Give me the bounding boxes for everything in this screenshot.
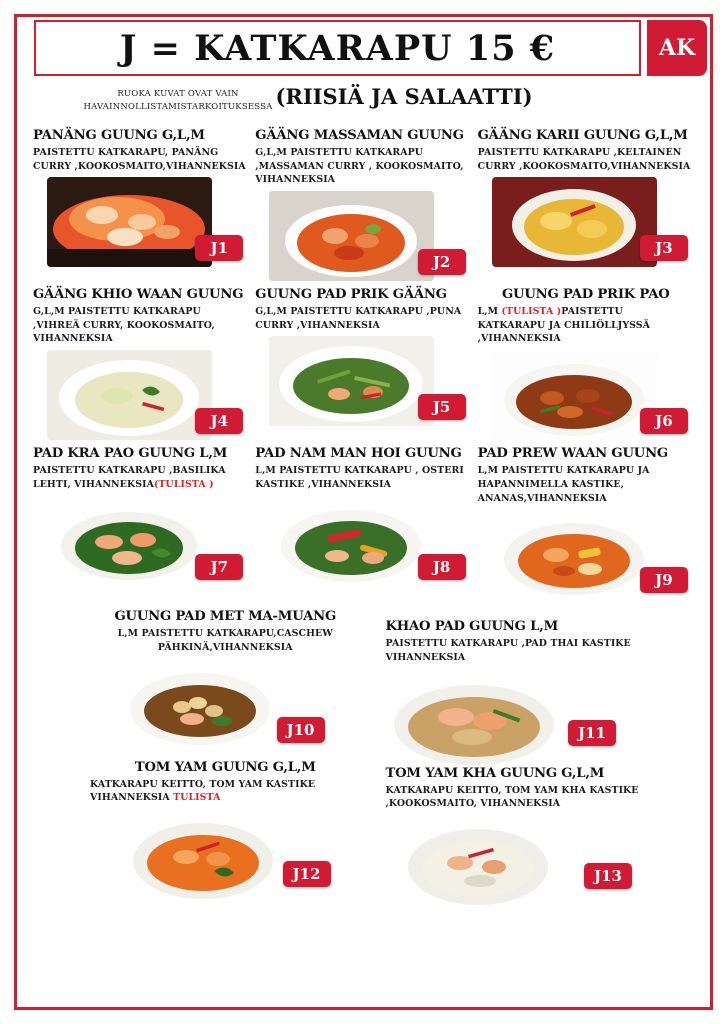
dish-photo [492,177,657,267]
dish-photo [47,177,212,267]
dish-photo [47,350,212,440]
dish-code: J7 [195,554,243,580]
dish-description [33,464,249,491]
dish-photo [269,336,434,426]
dish-card-j10 [30,609,364,773]
dish-card-j11 [364,609,698,773]
dish-description: KATKARAPU KEITTO, TOM YAM KHA KASTIKE ,KOOKOSMAITO, VIHANNEKSIA [385,784,639,810]
dish-row [30,609,697,777]
subheader [34,84,693,124]
dish-title: GÄÄNG MASSAMAN GUUNG [255,128,464,143]
dish-photo-wrap [33,496,249,588]
dish-photo [492,509,657,599]
dish-title: KHAO PAD GUUNG L,M [385,619,558,635]
dish-row [30,287,697,446]
dish-title: TOM YAM KHA GUUNG G,L,M [385,765,605,781]
dish-title: GUUNG PAD PRIK PAO [501,287,670,303]
dish-desc-prefix: L,M [477,306,502,318]
dish-photo [386,669,561,769]
dish-photo-wrap [386,669,695,774]
dish-code: J8 [418,554,466,580]
dish-description: G,L,M PAISTETTU KATKARAPU ,MASSAMAN CURRY , KOOKOSMAITO, VIHANNEKSIA [255,147,464,186]
dish-photo [269,496,434,586]
dish-photo-wrap [255,336,471,428]
dish-title: GUUNG PAD PRIK GÄÄNG [255,287,447,303]
dish-description [90,778,361,805]
dish-row [30,760,697,919]
dish-desc-rest: PAISTETTU KATKARAPU JA CHILIÖLLJYSSÄ ,VIHANNEKSIA [477,306,651,345]
dish-photo [118,659,283,749]
dish-code: J10 [277,717,325,743]
dish-code: J12 [283,861,331,887]
dish-description: G,L,M PAISTETTU KATKARAPU ,VIHREÄ CURRY, KOOKOSMAITO, VIHANNEKSIA [33,306,215,345]
dish-description: PAISTETTU KATKARAPU, PANÄNG CURRY ,KOOKOSMAITO,VIHANNEKSIA [33,147,246,172]
header [20,20,707,78]
dish-title: TOM YAM GUUNG G,L,M [134,759,316,775]
dish-code: J11 [568,720,616,746]
dish-code: J6 [640,408,688,434]
dish-description: L,M PAISTETTU KATKARAPU , OSTERI KASTIKE ,VIHANNEKSIA [255,465,464,490]
dish-card-j3 [475,128,697,283]
dish-title: PAD KRA PAO GUUNG L,M [33,446,228,462]
dish-card-j9 [475,446,697,601]
dish-row [30,128,697,287]
dish-description: PAISTETTU KATKARAPU ,KELTAINEN CURRY ,KOOKOSMAITO,VIHANNEKSIA [477,147,691,172]
dish-desc-text: KATKARAPU KEITTO, TOM YAM KASTIKE VIHANNEKSIA [90,778,316,804]
dish-card-j6 [475,287,697,442]
dish-photo-wrap [386,815,695,915]
dish-photo-wrap [33,350,249,442]
dish-description: L,M PAISTETTU KATKARAPU,CASCHEW PÄHKINÄ,VIHANNEKSIA [117,628,333,653]
dish-card-j2 [252,128,474,283]
dish-photo-wrap [255,496,471,588]
ak-badge: AK [647,20,707,76]
spicy-note: (TULISTA ) [501,306,562,318]
photo-disclaimer: RUOKA KUVAT OVAT VAIN HAVAINNOLLISTAMISTARKOITUKSESSA [83,89,273,112]
dish-description: PAISTETTU KATKARAPU ,PAD THAI KASTIKE VIHANNEKSIA [385,638,631,663]
spicy-note: (TULISTA ) [153,478,214,490]
dish-card-j5 [252,287,474,442]
dish-photo [492,350,657,440]
dish-title: GÄÄNG KHIO WAAN GUUNG [33,287,244,303]
header-title-box [34,20,641,76]
dish-photo-wrap [90,809,361,909]
dish-description: G,L,M PAISTETTU KATKARAPU ,PUNA CURRY ,VIHANNEKSIA [255,306,462,331]
dish-card-j1 [30,128,252,283]
dish-card-j7 [30,446,252,601]
spicy-note: TULISTA [173,792,221,804]
dish-photo-wrap [478,177,694,269]
dish-card-j13 [364,760,698,915]
dish-description [478,305,694,346]
dish-photo-wrap [478,350,694,442]
dish-code: J13 [584,863,632,889]
dish-grid [30,128,697,919]
dish-description: L,M PAISTETTU KATKARAPU JA HAPANNIMELLA KASTIKE, ANANAS,VIHANNEKSIA [477,465,650,504]
dish-desc-text: PAISTETTU KATKARAPU ,BASILIKA LEHTI, VIHANNEKSIA [33,465,226,490]
dish-title: GUUNG PAD MET MA-MUANG [114,609,337,625]
dish-card-j8 [252,446,474,601]
dish-title: PAD PREW WAAN GUUNG [477,446,668,462]
dish-code: J3 [640,235,688,261]
dish-photo [47,496,212,586]
dish-title: PANÄNG GUUNG G,L,M [33,128,205,143]
dish-photo [396,815,561,911]
dish-photo-wrap [33,177,249,269]
dish-title: GÄÄNG KARII GUUNG G,L,M [477,128,688,143]
dish-code: J5 [418,394,466,420]
dish-code: J9 [640,567,688,593]
dish-code: J1 [195,235,243,261]
dish-photo-wrap [255,191,471,283]
dish-photo-wrap [478,509,694,601]
dish-photo [118,809,288,905]
page-title: J = KATKARAPU 15 € [119,27,556,69]
dish-photo-wrap [90,659,361,751]
dish-code: J4 [195,408,243,434]
dish-card-j4 [30,287,252,442]
dish-code: J2 [418,249,466,275]
dish-title: PAD NAM MAN HOI GUUNG [255,446,462,462]
dish-row [30,446,697,605]
dish-photo [269,191,434,281]
dish-card-j12 [30,760,364,915]
menu-subtitle: (RIISIÄ JA SALAATTI) [275,84,533,109]
